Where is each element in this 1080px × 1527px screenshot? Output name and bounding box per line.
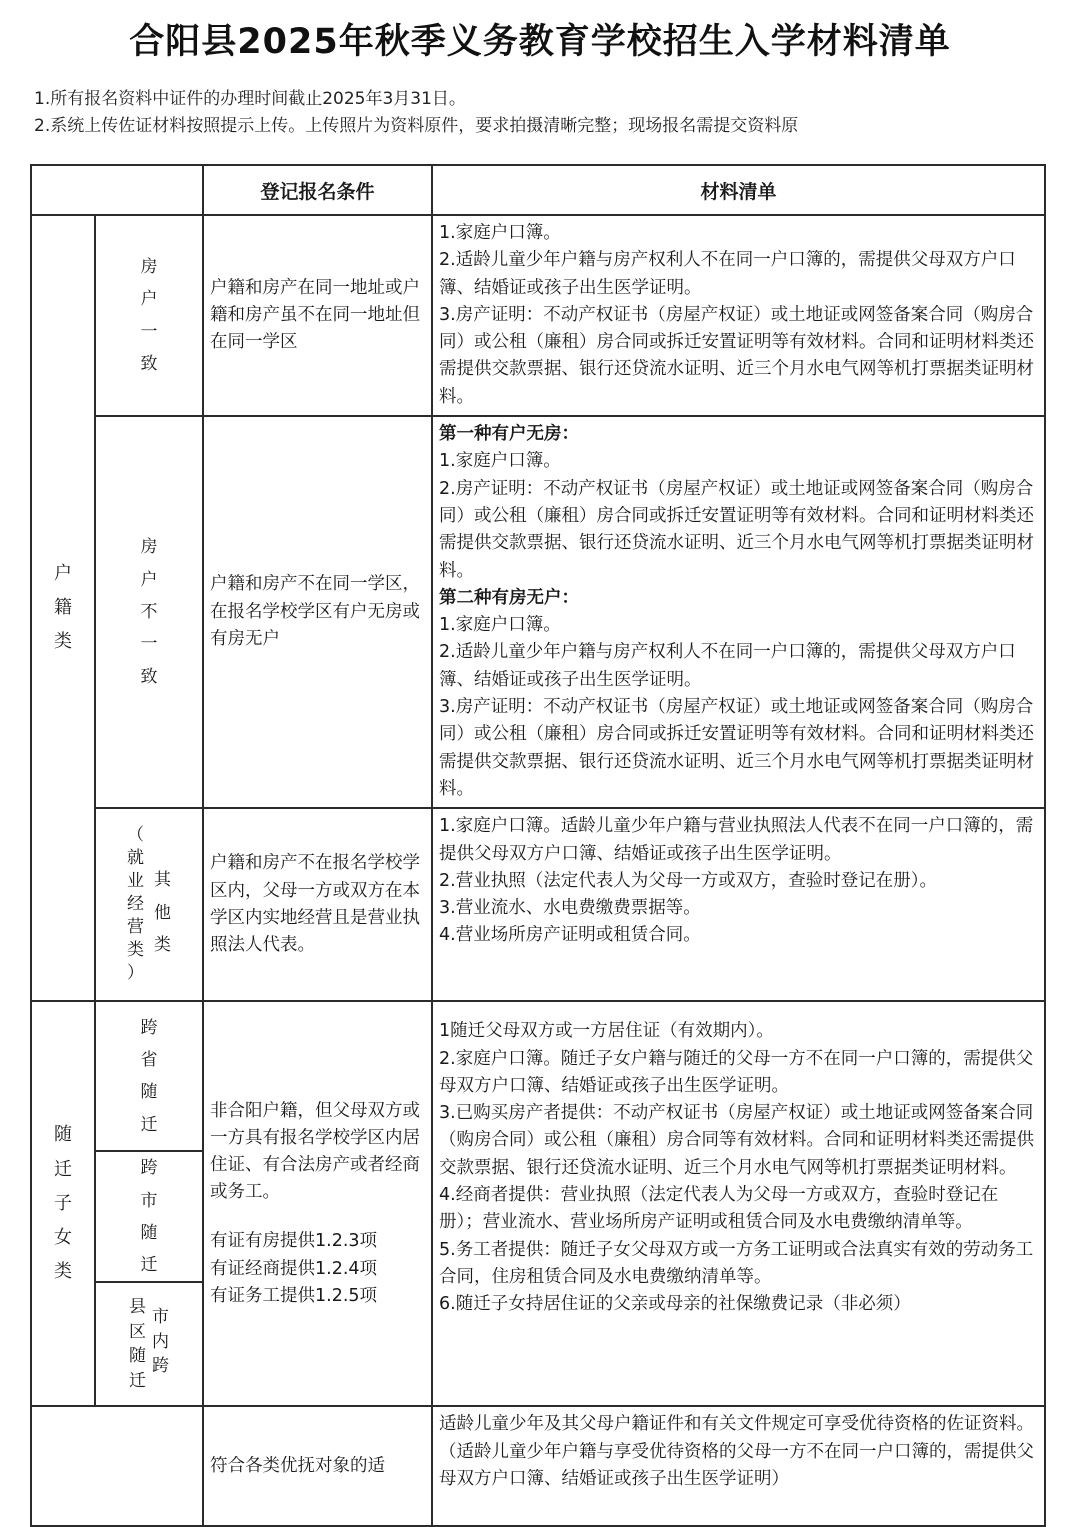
condition-text: 户籍和房产不在报名学校学区内，父母一方或双方在本学区内实地经营且是营业执照法人代表。 bbox=[203, 808, 432, 1001]
condition-text: 户籍和房产在同一地址或户籍和房产虽不在同一地址但在同一学区 bbox=[203, 215, 432, 416]
materials-table bbox=[30, 164, 1044, 1494]
condition-text: 符合各类优抚对象的适 bbox=[203, 1406, 432, 1526]
header-col1 bbox=[31, 165, 203, 215]
header-conditions: 登记报名条件 bbox=[203, 165, 432, 215]
subcategory-different: 房 户 不 一 致 bbox=[95, 416, 203, 808]
materials-list: 第一种有户无房： 1.家庭户口簿。 2.房产证明：不动产权证书（房屋产权证）或土地证或网签备案合同（购房合同）或公租（廉租）房合同或拆迁安置证明等有效材料。合同和证明材料类还需提供交款票据、银行还贷流水证明、近三个月水电气网等机打票据类证明材料。 第二种有房无户： 1.家庭户口簿。 2.适龄儿童少年户籍与房产权利人不在同一户口簿的，需提供父母双方户口簿、结婚证或孩子出生医学证明。 3.房产证明：不动产权证书（房屋产权证）或土地证或网签备案合同（购房合同）或公租（廉租）房合同或拆迁安置证明等有效材料。合同和证明材料类还需提供交款票据、银行还贷流水证明、近三个月水电气网等机打票据类证明材料。 bbox=[432, 416, 1045, 808]
subcategory-same: 房 户 一 致 bbox=[95, 215, 203, 416]
materials-list: 1随迁父母双方或一方居住证（有效期内）。 2.家庭户口簿。随迁子女户籍与随迁的父母一方不在同一户口簿的，需提供父母双方户口簿、结婚证或孩子出生医学证明。 3.已购买房产者提供：不动产权证书（房屋产权证）或土地证或网签备案合同（购房合同）或公租（廉租）房合同等有效材料。合同和证明材料类还需提供交款票据、银行还贷流水证明、近三个月水电气网等机打票据类证明材料。 4.经商者提供：营业执照（法定代表人为父母一方或双方，查验时登记在册）；营业流水、营业场所房产证明或租赁合同及水电费缴纳清单等。 5.务工者提供：随迁子女父母双方或一方务工证明或合法真实有效的劳动务工合同，住房租赁合同及水电费缴纳清单等。 6.随迁子女持居住证的父亲或母亲的社保缴费记录（非必须） bbox=[432, 1001, 1045, 1406]
note-2: 2.系统上传佐证材料按照提示上传。上传照片为资料原件，要求拍摄清晰完整；现场报名需提交资料原 bbox=[34, 116, 799, 136]
note-1: 1.所有报名资料中证件的办理时间截止2025年3月31日。 bbox=[34, 89, 466, 109]
table-row bbox=[31, 416, 1045, 808]
subcategory-cross-province: 跨 省 随 迁 bbox=[95, 1001, 203, 1151]
subcategory-business: （ 就 业 经 营 类 ） 其 他 类 bbox=[95, 808, 203, 1001]
table-header bbox=[31, 165, 1045, 215]
category-youfu bbox=[31, 1406, 203, 1526]
materials-list: 1.家庭户口簿。适龄儿童少年户籍与营业执照法人代表不在同一户口簿的，需提供父母双方户口簿、结婚证或孩子出生医学证明。 2.营业执照（法定代表人为父母一方或双方，查验时登记在册）。 3.营业流水、水电费缴费票据等。 4.营业场所房产证明或租赁合同。 bbox=[432, 808, 1045, 1001]
table-row bbox=[31, 1001, 1045, 1151]
category-huji: 户 籍 类 bbox=[31, 215, 95, 1001]
subcategory-cross-city: 跨 市 随 迁 bbox=[95, 1151, 203, 1282]
condition-text: 户籍和房产不在同一学区，在报名学校学区有户无房或有房无户 bbox=[203, 416, 432, 808]
page-title: 合阳县2025年秋季义务教育学校招生入学材料清单 bbox=[129, 22, 951, 62]
table-row bbox=[31, 215, 1045, 416]
header-materials: 材料清单 bbox=[432, 165, 1045, 215]
table-row bbox=[31, 808, 1045, 1001]
category-suiqian: 随 迁 子 女 类 bbox=[31, 1001, 95, 1406]
materials-list: 1.家庭户口簿。 2.适龄儿童少年户籍与房产权利人不在同一户口簿的，需提供父母双方户口簿、结婚证或孩子出生医学证明。 3.房产证明：不动产权证书（房屋产权证）或土地证或网签备案合同（购房合同）或公租（廉租）房合同或拆迁安置证明等有效材料。合同和证明材料类还需提供交款票据、银行还贷流水证明、近三个月水电气网等机打票据类证明材料。 bbox=[432, 215, 1045, 416]
condition-text: 非合阳户籍，但父母双方或一方具有报名学校学区内居住证、有合法房产或者经商或务工。 有证有房提供1.2.3项 有证经商提供1.2.4项 有证务工提供1.2.5项 bbox=[203, 1001, 432, 1406]
table-row bbox=[31, 1406, 1045, 1526]
subcategory-cross-county: 县 区 随 迁 市 内 跨 bbox=[95, 1282, 203, 1406]
materials-list: 适龄儿童少年及其父母户籍证件和有关文件规定可享受优待资格的佐证资料。（适龄儿童少年户籍与享受优待资格的父母一方不在同一户口簿的，需提供父母双方户口簿、结婚证或孩子出生医学证明） bbox=[432, 1406, 1045, 1526]
